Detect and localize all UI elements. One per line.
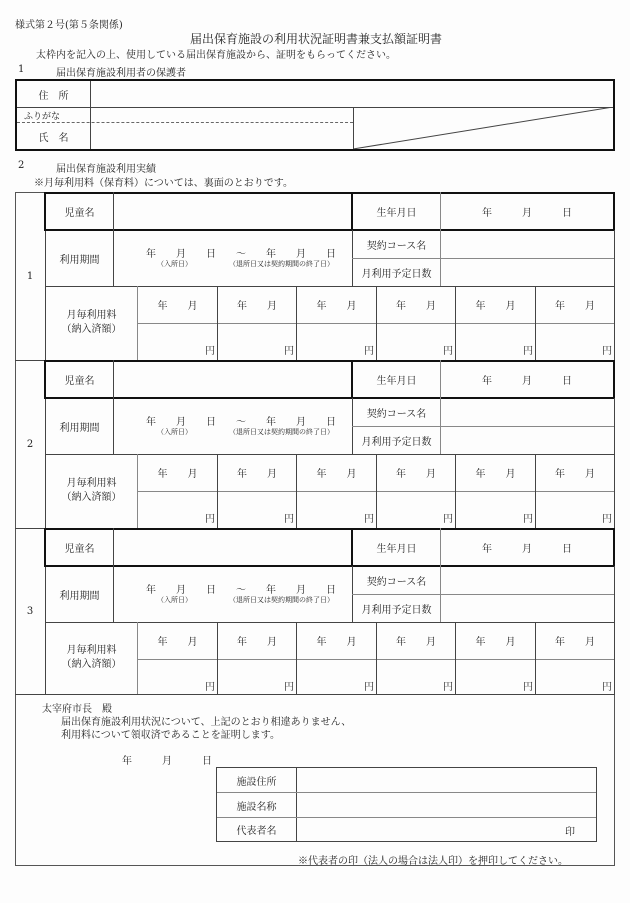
form-number: 様式第２号(第５条関係) bbox=[15, 20, 123, 31]
planned-days-label: 月利用予定日数 bbox=[361, 437, 432, 448]
fee-amount-input[interactable] bbox=[221, 664, 284, 686]
course-label: 契約コース名 bbox=[366, 408, 427, 420]
child-name-label: 児童名 bbox=[64, 375, 95, 387]
period-end-sub: （退所日又は契約期間の終了日） bbox=[229, 260, 334, 268]
fee-yen: 円 bbox=[443, 514, 453, 525]
fee-amount-input[interactable] bbox=[141, 496, 205, 518]
fee-amount-input[interactable] bbox=[141, 664, 205, 686]
fee-yen: 円 bbox=[364, 514, 374, 525]
facility-name-label: 施設名称 bbox=[236, 801, 277, 813]
fee-amount-input[interactable] bbox=[221, 328, 284, 350]
fee-month-cell[interactable]: 年 月 bbox=[555, 469, 595, 480]
block-number: 3 bbox=[26, 605, 34, 617]
fee-amount-input[interactable] bbox=[300, 496, 364, 518]
address-label: 住 所 bbox=[38, 90, 69, 102]
name-label: 氏 名 bbox=[38, 132, 69, 144]
fee-amount-input[interactable] bbox=[459, 664, 523, 686]
monthly-fee-sub: （納入済額） bbox=[61, 659, 122, 670]
block-number: 2 bbox=[26, 438, 34, 450]
fee-amount-input[interactable] bbox=[380, 328, 443, 350]
fee-amount-input[interactable] bbox=[539, 664, 602, 686]
birth-date-label: 生年月日 bbox=[376, 543, 417, 555]
fee-month-cell[interactable]: 年 月 bbox=[157, 469, 198, 480]
statement-line1: 届出保育施設利用状況について、上記のとおり相違ありません、 bbox=[61, 717, 352, 728]
fee-month-cell[interactable]: 年 月 bbox=[316, 469, 357, 480]
furigana-label: ふりがな bbox=[23, 111, 60, 122]
seal-note: ※代表者の印（法人の場合は法人印）を押印してください。 bbox=[298, 856, 568, 867]
addressee: 太宰府市長 殿 bbox=[42, 704, 112, 715]
fee-amount-input[interactable] bbox=[459, 328, 523, 350]
fee-amount-input[interactable] bbox=[300, 664, 364, 686]
fee-month-cell[interactable]: 年 月 bbox=[396, 637, 436, 648]
fee-yen: 円 bbox=[523, 682, 533, 693]
fee-yen: 円 bbox=[364, 346, 374, 357]
child-name-label: 児童名 bbox=[64, 207, 95, 219]
tilde: ～ bbox=[236, 417, 246, 428]
period-end[interactable]: 年 月 日 bbox=[266, 417, 336, 428]
fee-yen: 円 bbox=[602, 682, 612, 693]
fee-month-cell[interactable]: 年 月 bbox=[157, 301, 198, 312]
period-start-sub: （入所日） bbox=[157, 428, 192, 436]
fee-amount-input[interactable] bbox=[380, 664, 443, 686]
period-label: 利用期間 bbox=[59, 422, 100, 434]
furigana-input[interactable] bbox=[95, 109, 349, 123]
period-start[interactable]: 年 月 日 bbox=[146, 585, 216, 596]
fee-yen: 円 bbox=[284, 682, 294, 693]
child-name-input[interactable] bbox=[118, 369, 350, 391]
diagonal-strike bbox=[353, 107, 613, 149]
fee-month-cell[interactable]: 年 月 bbox=[237, 469, 277, 480]
guardian-name-input[interactable] bbox=[95, 127, 349, 147]
address-input[interactable] bbox=[95, 85, 599, 105]
birth-date-label: 生年月日 bbox=[376, 375, 417, 387]
fee-yen: 円 bbox=[205, 682, 215, 693]
fee-month-cell[interactable]: 年 月 bbox=[316, 301, 357, 312]
monthly-fee-title: 月毎利用料 bbox=[66, 310, 117, 321]
fee-yen: 円 bbox=[284, 346, 294, 357]
fee-month-cell[interactable]: 年 月 bbox=[555, 301, 595, 312]
fee-yen: 円 bbox=[284, 514, 294, 525]
representative-label: 代表者名 bbox=[236, 826, 277, 837]
monthly-fee-sub: （納入済額） bbox=[61, 324, 122, 335]
page-title: 届出保育施設の利用状況証明書兼支払額証明書 bbox=[190, 32, 443, 46]
period-end[interactable]: 年 月 日 bbox=[266, 249, 336, 260]
planned-days-input[interactable] bbox=[445, 599, 613, 619]
fee-month-cell[interactable]: 年 月 bbox=[396, 301, 436, 312]
child-name-input[interactable] bbox=[118, 537, 350, 559]
statement-line2: 利用料について領収済であることを証明します。 bbox=[61, 730, 280, 741]
certification-date: 年 月 日 bbox=[122, 756, 212, 767]
monthly-fee-title: 月毎利用料 bbox=[66, 645, 117, 656]
period-start[interactable]: 年 月 日 bbox=[146, 249, 216, 260]
block-number: 1 bbox=[26, 270, 34, 282]
section2-number: 2 bbox=[18, 160, 25, 171]
facility-table bbox=[216, 767, 597, 842]
fee-yen: 円 bbox=[205, 346, 215, 357]
fee-yen: 円 bbox=[364, 682, 374, 693]
seal-mark: 印 bbox=[565, 827, 575, 838]
fee-yen: 円 bbox=[602, 346, 612, 357]
fee-amount-input[interactable] bbox=[539, 496, 602, 518]
fee-amount-input[interactable] bbox=[380, 496, 443, 518]
fee-month-cell[interactable]: 年 月 bbox=[237, 301, 277, 312]
facility-address-label: 施設住所 bbox=[236, 776, 277, 788]
monthly-fee-title: 月毎利用料 bbox=[66, 478, 117, 489]
section1-heading: 届出保育施設利用者の保護者 bbox=[56, 68, 186, 79]
monthly-fee-label bbox=[46, 454, 137, 528]
fee-yen: 円 bbox=[205, 514, 215, 525]
section2-note: ※月毎利用料（保育料）については、裏面のとおりです。 bbox=[34, 178, 293, 189]
monthly-fee-sub: （納入済額） bbox=[61, 492, 122, 503]
child-name-input[interactable] bbox=[118, 201, 350, 223]
section2-heading: 届出保育施設利用実績 bbox=[56, 164, 156, 175]
period-label: 利用期間 bbox=[59, 254, 100, 266]
facility-name-input[interactable] bbox=[301, 796, 595, 816]
guardian-table bbox=[15, 79, 615, 151]
fee-month-cell[interactable]: 年 月 bbox=[396, 469, 436, 480]
period-start-sub: （入所日） bbox=[157, 596, 192, 604]
fee-amount-input[interactable] bbox=[300, 328, 364, 350]
tilde: ～ bbox=[236, 249, 246, 260]
course-input[interactable] bbox=[445, 403, 613, 423]
monthly-fee-label bbox=[46, 286, 137, 360]
section1-number: 1 bbox=[18, 64, 25, 75]
period-end-sub: （退所日又は契約期間の終了日） bbox=[229, 596, 334, 604]
fee-month-cell[interactable]: 年 月 bbox=[475, 637, 516, 648]
instruction-text: 太枠内を記入の上、使用している届出保育施設から、証明をもらってください。 bbox=[36, 50, 396, 61]
fee-yen: 円 bbox=[602, 514, 612, 525]
certification-divider bbox=[15, 694, 615, 695]
period-end[interactable]: 年 月 日 bbox=[266, 585, 336, 596]
fee-amount-input[interactable] bbox=[141, 328, 205, 350]
planned-days-label: 月利用予定日数 bbox=[361, 269, 432, 280]
fee-yen: 円 bbox=[443, 682, 453, 693]
course-label: 契約コース名 bbox=[366, 576, 427, 588]
fee-month-cell[interactable]: 年 月 bbox=[316, 637, 357, 648]
monthly-fee-label bbox=[46, 622, 137, 694]
birth-date-label: 生年月日 bbox=[376, 207, 417, 219]
facility-address-input[interactable] bbox=[301, 771, 595, 791]
birth-date-value[interactable]: 年 月 日 bbox=[482, 543, 572, 555]
fee-amount-input[interactable] bbox=[539, 328, 602, 350]
planned-days-input[interactable] bbox=[445, 431, 613, 451]
planned-days-input[interactable] bbox=[445, 263, 613, 283]
child-name-label: 児童名 bbox=[64, 543, 95, 555]
fee-month-cell[interactable]: 年 月 bbox=[237, 637, 277, 648]
fee-yen: 円 bbox=[443, 346, 453, 357]
representative-input[interactable] bbox=[301, 821, 555, 841]
period-start-sub: （入所日） bbox=[157, 260, 192, 268]
fee-month-cell[interactable]: 年 月 bbox=[157, 637, 198, 648]
course-input[interactable] bbox=[445, 571, 613, 591]
fee-month-cell[interactable]: 年 月 bbox=[475, 469, 516, 480]
fee-amount-input[interactable] bbox=[221, 496, 284, 518]
fee-amount-input[interactable] bbox=[459, 496, 523, 518]
birth-date-value[interactable]: 年 月 日 bbox=[482, 375, 572, 387]
fee-month-cell[interactable]: 年 月 bbox=[555, 637, 595, 648]
course-label: 契約コース名 bbox=[366, 240, 427, 252]
period-label: 利用期間 bbox=[59, 590, 100, 602]
fee-yen: 円 bbox=[523, 346, 533, 357]
course-input[interactable] bbox=[445, 235, 613, 255]
fee-month-cell[interactable]: 年 月 bbox=[475, 301, 516, 312]
planned-days-label: 月利用予定日数 bbox=[361, 605, 432, 616]
birth-date-value[interactable]: 年 月 日 bbox=[482, 207, 572, 219]
period-start[interactable]: 年 月 日 bbox=[146, 417, 216, 428]
fee-yen: 円 bbox=[523, 514, 533, 525]
tilde: ～ bbox=[236, 585, 246, 596]
period-end-sub: （退所日又は契約期間の終了日） bbox=[229, 428, 334, 436]
